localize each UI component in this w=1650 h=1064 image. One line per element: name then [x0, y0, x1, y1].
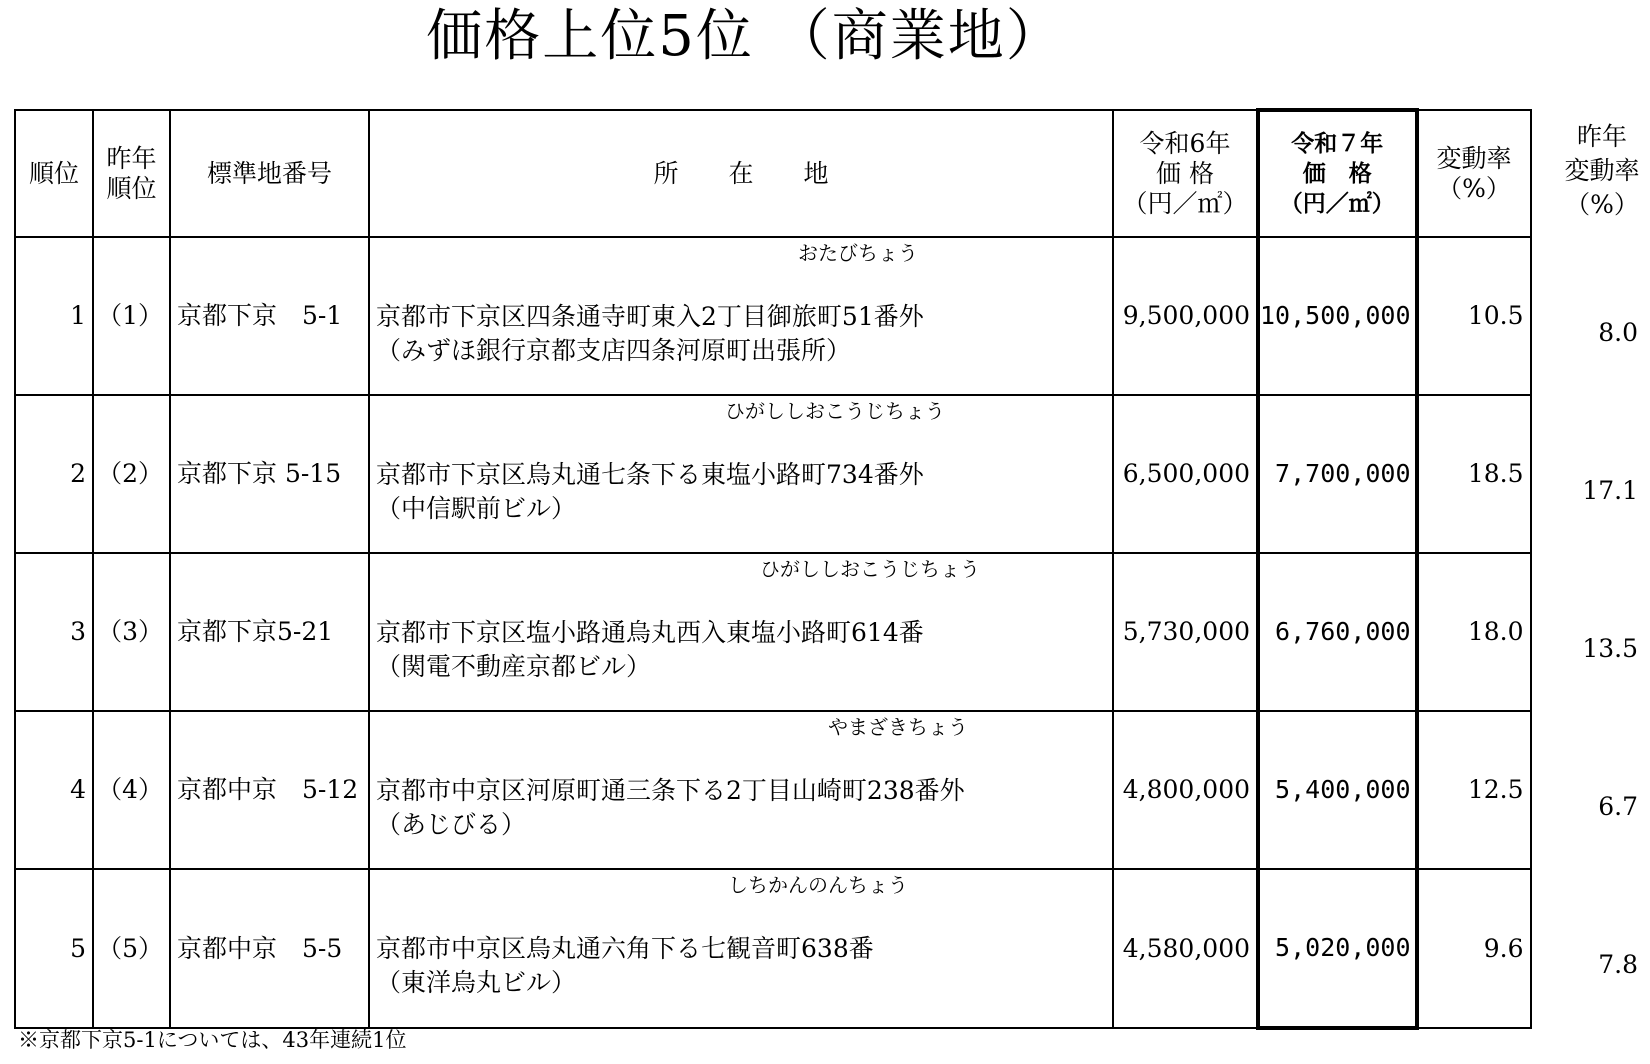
furigana: やまざきちょう — [828, 715, 968, 739]
building-name: （中信駅前ビル） — [376, 494, 577, 523]
rate-cell: 10.5 — [1417, 237, 1531, 395]
price-r6-cell: 9,500,000 — [1113, 237, 1258, 395]
price-r6-cell: 4,580,000 — [1113, 869, 1258, 1028]
location-cell — [369, 711, 1113, 869]
header-prev-rank — [93, 110, 170, 237]
address-block — [376, 458, 924, 526]
header-rate — [1417, 110, 1531, 237]
header-price-r6-line3: （円／㎡） — [1122, 188, 1248, 218]
rank-cell: 3 — [15, 553, 93, 711]
header-prev-rank-line1: 昨年 — [106, 143, 157, 173]
prev-rank-cell: （3） — [93, 553, 170, 711]
location-cell — [369, 553, 1113, 711]
location-cell — [369, 395, 1113, 553]
furigana: ひがししおこうじちょう — [725, 399, 945, 423]
location-cell — [369, 237, 1113, 395]
header-price-r6-line2: 価 格 — [1156, 158, 1214, 188]
rate-cell: 12.5 — [1417, 711, 1531, 869]
page-title: 価格上位5位 （商業地） — [426, 4, 1064, 69]
header-rank: 順位 — [15, 110, 93, 237]
code-cell: 京都中京 5-5 — [170, 869, 369, 1028]
header-price-r7 — [1258, 110, 1417, 237]
address-text: 京都市下京区塩小路通烏丸西入東塩小路町614番 — [376, 618, 924, 647]
code-cell: 京都下京 5-1 — [170, 237, 369, 395]
header-prev-rank-line2: 順位 — [106, 173, 157, 203]
address-text: 京都市下京区烏丸通七条下る東塩小路町734番外 — [376, 460, 924, 489]
prev-rank-cell: （5） — [93, 869, 170, 1028]
rank-cell: 2 — [15, 395, 93, 553]
header-prev-rate-line3: （%） — [1565, 190, 1639, 219]
header-location: 所 在 地 — [369, 110, 1113, 237]
table-header-row — [15, 110, 1531, 237]
table-row — [15, 237, 1531, 395]
rank-cell: 4 — [15, 711, 93, 869]
prev-rank-cell: （2） — [93, 395, 170, 553]
header-prev-rate-line2: 変動率 — [1564, 156, 1640, 185]
prev-rate-value: 6.7 — [1598, 792, 1638, 821]
furigana: ひがししおこうじちょう — [760, 557, 980, 581]
furigana: しちかんのんちょう — [728, 873, 908, 897]
prev-rate-value: 7.8 — [1598, 950, 1638, 979]
header-code: 標準地番号 — [170, 110, 369, 237]
code-cell: 京都中京 5-12 — [170, 711, 369, 869]
address-block — [376, 932, 874, 1000]
rank-cell: 1 — [15, 237, 93, 395]
address-text: 京都市下京区四条通寺町東入2丁目御旅町51番外 — [376, 302, 924, 331]
header-price-r6-line1: 令和6年 — [1139, 128, 1231, 158]
rate-cell: 18.0 — [1417, 553, 1531, 711]
table-row — [15, 395, 1531, 553]
furigana: おたびちょう — [798, 241, 918, 265]
prev-rank-cell: （4） — [93, 711, 170, 869]
building-name: （あじびる） — [376, 810, 527, 839]
rank-cell: 5 — [15, 869, 93, 1028]
header-prev-rate-line1: 昨年 — [1576, 122, 1627, 151]
header-price-r7-line3: （円／㎡） — [1279, 191, 1395, 217]
price-r6-cell: 5,730,000 — [1113, 553, 1258, 711]
address-block — [376, 300, 924, 368]
address-text: 京都市中京区河原町通三条下る2丁目山崎町238番外 — [376, 776, 965, 805]
address-text: 京都市中京区烏丸通六角下る七観音町638番 — [376, 934, 874, 963]
rate-cell: 18.5 — [1417, 395, 1531, 553]
address-block — [376, 616, 924, 684]
price-r7-cell: 6,760,000 — [1258, 553, 1417, 711]
code-cell: 京都下京 5-15 — [170, 395, 369, 553]
prev-rate-value: 13.5 — [1582, 634, 1638, 663]
price-r7-cell: 10,500,000 — [1258, 237, 1417, 395]
code-cell: 京都下京5-21 — [170, 553, 369, 711]
address-block — [376, 774, 965, 842]
prev-rate-value: 17.1 — [1582, 476, 1638, 505]
table-row — [15, 553, 1531, 711]
price-r6-cell: 4,800,000 — [1113, 711, 1258, 869]
prev-rank-cell: （1） — [93, 237, 170, 395]
price-r7-cell: 5,020,000 — [1258, 869, 1417, 1028]
building-name: （関電不動産京都ビル） — [376, 652, 652, 681]
prev-rate-value: 8.0 — [1598, 318, 1638, 347]
header-rate-line2: （%） — [1437, 173, 1511, 203]
price-r7-cell: 5,400,000 — [1258, 711, 1417, 869]
header-price-r7-line2: 価 格 — [1302, 161, 1372, 187]
price-r6-cell: 6,500,000 — [1113, 395, 1258, 553]
table-row — [15, 711, 1531, 869]
footnote: ※京都下京5-1については、43年連続1位 — [18, 1028, 407, 1052]
rate-cell: 9.6 — [1417, 869, 1531, 1028]
building-name: （東洋烏丸ビル） — [376, 968, 577, 997]
header-rate-line1: 変動率 — [1436, 143, 1512, 173]
header-prev-rate — [1542, 120, 1650, 222]
price-r7-cell: 7,700,000 — [1258, 395, 1417, 553]
table-row — [15, 869, 1531, 1028]
building-name: （みずほ銀行京都支店四条河原町出張所） — [376, 336, 852, 365]
ranking-table — [14, 108, 1532, 1030]
header-price-r7-line1: 令和７年 — [1291, 131, 1384, 157]
header-price-r6 — [1113, 110, 1258, 237]
location-cell — [369, 869, 1113, 1028]
